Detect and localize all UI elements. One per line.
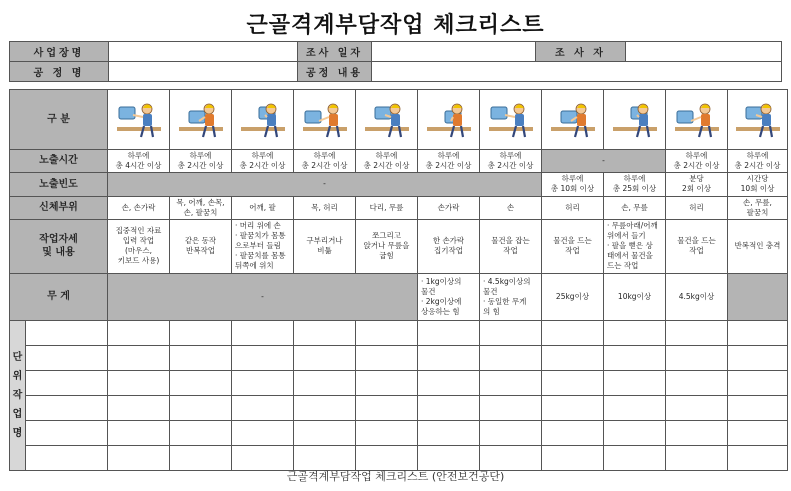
- unit-task-entry-cell[interactable]: [232, 445, 294, 470]
- unit-task-entry-cell[interactable]: [108, 420, 170, 445]
- unit-task-entry-cell[interactable]: [542, 320, 604, 345]
- exposure-time-cell: 하루에 총 2시간 이상: [170, 150, 232, 173]
- exposure-time-cell: 하루에 총 2시간 이상: [232, 150, 294, 173]
- body-part-cell: 손: [480, 196, 542, 219]
- unit-task-entry-cell[interactable]: [666, 395, 728, 420]
- unit-task-entry-cell[interactable]: [294, 420, 356, 445]
- task-illustration-cell: [108, 90, 170, 150]
- posture-header: 작업자세 및 내용: [10, 219, 108, 273]
- unit-task-entry-cell[interactable]: [480, 345, 542, 370]
- unit-task-entry-cell[interactable]: [666, 445, 728, 470]
- unit-task-entry-cell[interactable]: [170, 345, 232, 370]
- unit-task-entry-cell[interactable]: [356, 345, 418, 370]
- posture-cell: 물건을 잡는 작업: [480, 219, 542, 273]
- overhead-lifting-worker-icon: [609, 97, 661, 143]
- exposure-time-cell: 하루에 총 2시간 이상: [728, 150, 788, 173]
- posture-cell: · 머리 위에 손 · 팔꿈치가 몸통 으로부터 들림 · 팔꿈치를 몸통 뒤쪽에 위치: [232, 219, 294, 273]
- exposure-freq-na: -: [108, 173, 542, 196]
- unit-task-entry-cell[interactable]: [170, 445, 232, 470]
- exposure-freq-cell: 시간당 10회 이상: [728, 173, 788, 196]
- task-illustration-cell: [170, 90, 232, 150]
- date-field[interactable]: [372, 42, 536, 62]
- date-label: 조사 일자: [298, 42, 372, 62]
- repetitive-worker-icon: [175, 97, 227, 143]
- unit-task-entry-cell[interactable]: [356, 370, 418, 395]
- unit-task-entry-cell[interactable]: [604, 320, 666, 345]
- unit-task-entry-cell[interactable]: [170, 420, 232, 445]
- workplace-field[interactable]: [109, 42, 298, 62]
- body-part-cell: 허리: [666, 196, 728, 219]
- kneeling-worker-icon: [361, 97, 413, 143]
- unit-task-entry-cell[interactable]: [170, 370, 232, 395]
- checklist-table: [9, 89, 788, 471]
- weight-cell: 4.5kg이상: [666, 273, 728, 320]
- unit-task-entry-cell[interactable]: [294, 445, 356, 470]
- unit-task-entry-cell[interactable]: [26, 345, 108, 370]
- unit-task-entry-cell[interactable]: [666, 320, 728, 345]
- exposure-time-cell: 하루에 총 4시간 이상: [108, 150, 170, 173]
- unit-task-entry-cell[interactable]: [480, 445, 542, 470]
- unit-task-entry-cell[interactable]: [604, 395, 666, 420]
- inspector-label: 조 사 자: [536, 42, 626, 62]
- unit-task-entry-cell[interactable]: [108, 370, 170, 395]
- exposure-time-cell: 하루에 총 2시간 이상: [480, 150, 542, 173]
- unit-task-entry-cell[interactable]: [728, 445, 788, 470]
- unit-task-entry-cell[interactable]: [356, 420, 418, 445]
- posture-cell: 쪼그리고 앉거나 무릎을 굽힘: [356, 219, 418, 273]
- unit-task-entry-cell[interactable]: [604, 445, 666, 470]
- unit-task-entry-cell[interactable]: [26, 420, 108, 445]
- unit-task-entry-cell[interactable]: [232, 345, 294, 370]
- task-illustration-cell: [666, 90, 728, 150]
- survey-info-table: [9, 41, 782, 82]
- exposure-time-cell: 하루에 총 2시간 이상: [294, 150, 356, 173]
- task-illustration-cell: [728, 90, 788, 150]
- unit-task-entry-cell[interactable]: [356, 320, 418, 345]
- exposure-time-cell: 하루에 총 2시간 이상: [666, 150, 728, 173]
- posture-cell: 집중적인 자료 입력 작업 (마우스, 키보드 사용): [108, 219, 170, 273]
- posture-cell: 반복적인 충격: [728, 219, 788, 273]
- unit-task-entry-cell[interactable]: [728, 395, 788, 420]
- unit-task-entry-cell[interactable]: [480, 395, 542, 420]
- posture-cell: · 무릎아래/어깨 위에서 들기 · 팔을 뻗은 상 태에서 물건을 드는 작업: [604, 219, 666, 273]
- unit-task-entry-cell[interactable]: [604, 345, 666, 370]
- unit-task-entry-cell[interactable]: [418, 445, 480, 470]
- unit-task-entry-cell[interactable]: [542, 395, 604, 420]
- posture-cell: 구부리거나 비틂: [294, 219, 356, 273]
- frequent-lifting-worker-icon: [671, 97, 723, 143]
- unit-task-entry-cell[interactable]: [418, 320, 480, 345]
- process-label: 공 정 명: [10, 62, 109, 82]
- unit-task-entry-cell[interactable]: [294, 345, 356, 370]
- unit-task-entry-cell[interactable]: [542, 445, 604, 470]
- unit-task-entry-cell[interactable]: [480, 320, 542, 345]
- unit-task-entry-cell[interactable]: [542, 370, 604, 395]
- unit-task-entry-cell[interactable]: [542, 420, 604, 445]
- unit-task-entry-cell[interactable]: [418, 345, 480, 370]
- unit-task-entry-cell[interactable]: [666, 370, 728, 395]
- body-part-cell: 허리: [542, 196, 604, 219]
- unit-task-entry-cell[interactable]: [26, 445, 108, 470]
- posture-cell: 물건을 드는 작업: [542, 219, 604, 273]
- posture-cell: 한 손가락 집기작업: [418, 219, 480, 273]
- unit-task-entry-cell[interactable]: [418, 420, 480, 445]
- page-title: 근골격계부담작업 체크리스트: [246, 13, 545, 38]
- unit-task-entry-cell[interactable]: [480, 370, 542, 395]
- unit-task-entry-cell[interactable]: [356, 395, 418, 420]
- unit-task-entry-cell[interactable]: [418, 370, 480, 395]
- body-part-cell: 목, 허리: [294, 196, 356, 219]
- task-illustration-cell: [356, 90, 418, 150]
- computer-worker-icon: [113, 97, 165, 143]
- exposure-freq-cell: 하루에 총 25회 이상: [604, 173, 666, 196]
- unit-task-entry-cell[interactable]: [108, 445, 170, 470]
- body-part-cell: 손, 손가락: [108, 196, 170, 219]
- unit-task-entry-cell[interactable]: [728, 345, 788, 370]
- unit-task-entry-cell[interactable]: [294, 370, 356, 395]
- category-header: 구 분: [10, 90, 108, 150]
- weight-cell: · 4.5kg이상의 물건 · 동일한 무게 의 힘: [480, 273, 542, 320]
- body-part-cell: 다리, 무릎: [356, 196, 418, 219]
- unit-task-entry-cell[interactable]: [728, 420, 788, 445]
- unit-task-entry-cell[interactable]: [728, 320, 788, 345]
- weight-header: 무 게: [10, 273, 108, 320]
- unit-task-entry-cell[interactable]: [26, 320, 108, 345]
- hammering-worker-icon: [732, 97, 784, 143]
- weight-na: [728, 273, 788, 320]
- posture-cell: 같은 동작 반복작업: [170, 219, 232, 273]
- unit-task-entry-cell[interactable]: [666, 345, 728, 370]
- weight-na: -: [108, 273, 418, 320]
- task-illustration-cell: [542, 90, 604, 150]
- exposure-time-cell: 하루에 총 2시간 이상: [418, 150, 480, 173]
- process-content-label: 공정 내용: [298, 62, 372, 82]
- task-illustration-cell: [294, 90, 356, 150]
- workplace-label: 사업장명: [10, 42, 109, 62]
- unit-task-entry-cell[interactable]: [232, 420, 294, 445]
- unit-task-entry-cell[interactable]: [170, 320, 232, 345]
- task-illustration-cell: [232, 90, 294, 150]
- unit-task-entry-cell[interactable]: [480, 420, 542, 445]
- unit-task-entry-cell[interactable]: [728, 370, 788, 395]
- unit-task-entry-cell[interactable]: [170, 395, 232, 420]
- unit-task-entry-cell[interactable]: [108, 320, 170, 345]
- unit-task-entry-cell[interactable]: [26, 370, 108, 395]
- unit-task-entry-cell[interactable]: [232, 370, 294, 395]
- body-part-header: 신체부위: [10, 196, 108, 219]
- weight-cell: · 1kg이상의 물건 · 2kg이상에 상응하는 힘: [418, 273, 480, 320]
- task-illustration-cell: [604, 90, 666, 150]
- overhead-worker-icon: [237, 97, 289, 143]
- body-part-cell: 손, 무릎, 팔꿈치: [728, 196, 788, 219]
- exposure-freq-header: 노출빈도: [10, 173, 108, 196]
- box-lifting-worker-icon: [547, 97, 599, 143]
- process-field[interactable]: [109, 62, 298, 82]
- unit-task-entry-cell[interactable]: [26, 395, 108, 420]
- task-illustration-cell: [480, 90, 542, 150]
- process-content-field[interactable]: [372, 62, 782, 82]
- caption: 근골격계부담작업 체크리스트 (안전보건공단): [286, 470, 505, 483]
- unit-task-entry-cell[interactable]: [604, 420, 666, 445]
- weight-cell: 10kg이상: [604, 273, 666, 320]
- unit-task-entry-cell[interactable]: [232, 395, 294, 420]
- weight-cell: 25kg이상: [542, 273, 604, 320]
- unit-task-entry-cell[interactable]: [418, 395, 480, 420]
- exposure-time-cell: 하루에 총 2시간 이상: [356, 150, 418, 173]
- body-part-cell: 손, 무릎: [604, 196, 666, 219]
- inspector-field[interactable]: [626, 42, 782, 62]
- body-part-cell: 어깨, 팔: [232, 196, 294, 219]
- task-illustration-cell: [418, 90, 480, 150]
- unit-task-entry-cell[interactable]: [108, 395, 170, 420]
- exposure-freq-cell: 하루에 총 10회 이상: [542, 173, 604, 196]
- body-part-cell: 손가락: [418, 196, 480, 219]
- unit-task-header: 단 위 작 업 명: [10, 320, 26, 470]
- body-part-cell: 목, 어깨, 손목, 손, 팔꿈치: [170, 196, 232, 219]
- unit-task-entry-cell[interactable]: [356, 445, 418, 470]
- exposure-freq-cell: 분당 2회 이상: [666, 173, 728, 196]
- pinch-grip-worker-icon: [423, 97, 475, 143]
- hand-grip-worker-icon: [485, 97, 537, 143]
- exposure-time-header: 노출시간: [10, 150, 108, 173]
- unit-task-entry-cell[interactable]: [542, 345, 604, 370]
- unit-task-entry-cell[interactable]: [666, 420, 728, 445]
- unit-task-entry-cell[interactable]: [108, 345, 170, 370]
- unit-task-entry-cell[interactable]: [604, 370, 666, 395]
- unit-task-entry-cell[interactable]: [232, 320, 294, 345]
- bent-neck-worker-icon: [299, 97, 351, 143]
- unit-task-entry-cell[interactable]: [294, 395, 356, 420]
- posture-cell: 물건을 드는 작업: [666, 219, 728, 273]
- unit-task-entry-cell[interactable]: [294, 320, 356, 345]
- exposure-time-na: -: [542, 150, 666, 173]
